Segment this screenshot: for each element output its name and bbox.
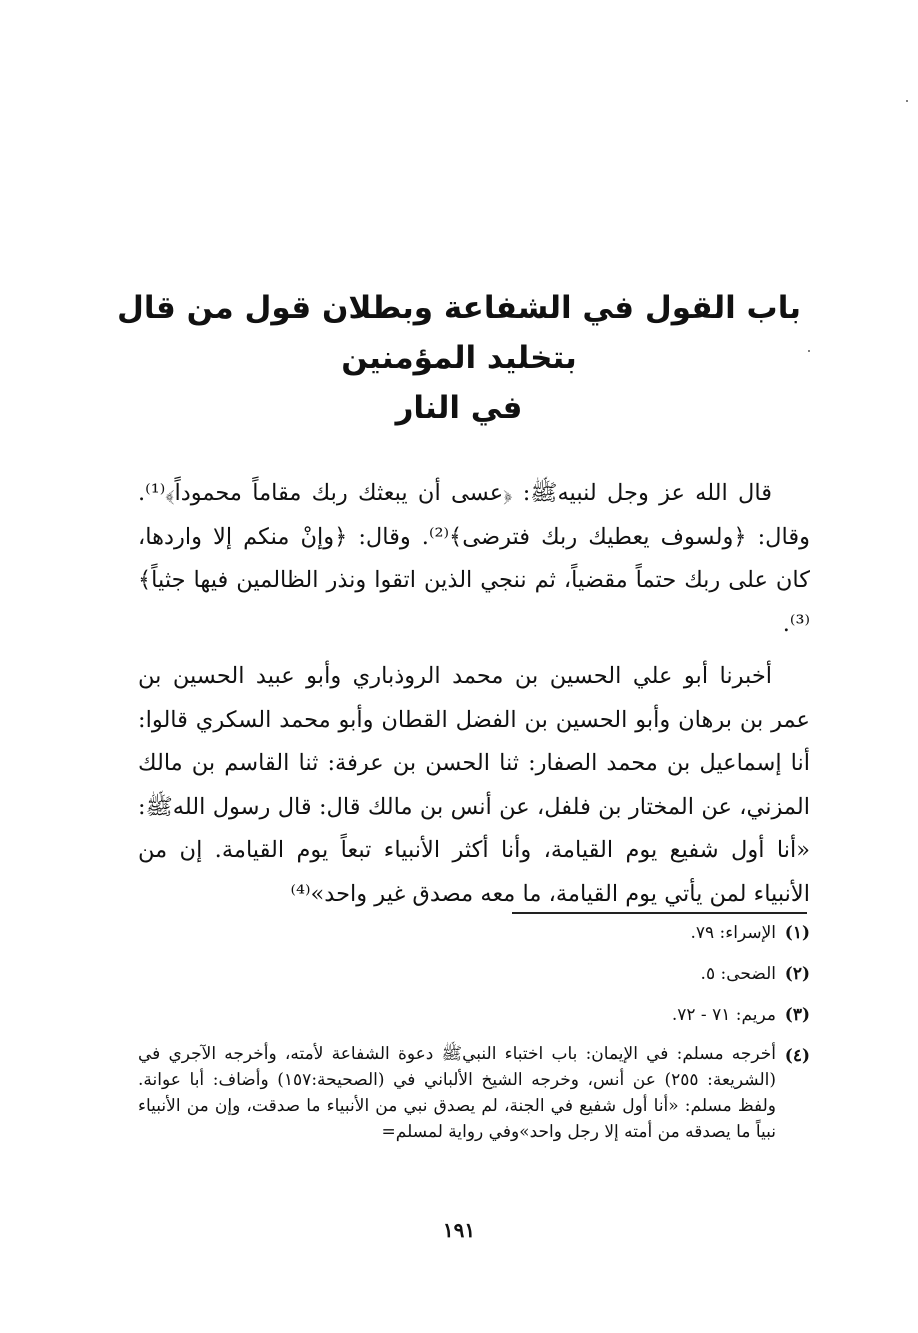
footnote-number: (٢): [784, 964, 810, 984]
scan-speck: [808, 350, 810, 352]
footnote-number: (٣): [784, 1005, 810, 1025]
footnote-3: [138, 1000, 810, 1030]
paragraph-quran-verses: قال الله عز وجل لنبيهﷺ: ﴿عسى أن يبعثك ربك مقاماً محموداً﴾⁽¹⁾. وقال: ﴿ولسوف يعطيك ربك فترضى﴾⁽²⁾. وقال: ﴿وإنْ منكم إلا واردها، كان على ربك حتماً مقضياً، ثم ننجي الذين اتقوا ونذر الظالمين فيها جثياً﴾⁽³⁾.: [138, 480, 810, 637]
footnote-text: مريم: ٧١ - ٧٢.: [671, 1005, 776, 1025]
footnote-2: [138, 959, 810, 989]
paragraph-hadith: أخبرنا أبو علي الحسين بن محمد الروذباري وأبو عبيد الحسين بن عمر بن برهان وأبو الحسين بن الفضل القطان وأبو محمد السكري قالوا: أنا إسماعيل بن محمد الصفار: ثنا الحسن بن عرفة: ثنا القاسم بن مالك المزني، عن المختار بن فلفل، عن أنس بن مالك قال: قال رسول اللهﷺ: «أنا أول شفيع يوم القيامة، وأنا أكثر الأنبياء تبعاً يوم القيامة. إن من الأنبياء لمن يأتي يوم القيامة، ما معه مصدق غير واحد»⁽⁴⁾: [138, 663, 810, 907]
footnote-1: [138, 918, 810, 948]
footnote-text: الإسراء: ٧٩.: [690, 923, 776, 943]
main-text: [138, 472, 810, 916]
chapter-title: [100, 283, 818, 433]
footnote-text: الضحى: ٥.: [700, 964, 776, 984]
scan-speck: [906, 100, 908, 102]
footnote-4: [138, 1041, 810, 1145]
page-number: ١٩١: [442, 1218, 476, 1242]
footnote-divider: [512, 912, 807, 914]
chapter-title-line-1: باب القول في الشفاعة وبطلان قول من قال بتخليد المؤمنين: [117, 290, 801, 376]
chapter-title-line-2: في النار: [395, 390, 523, 426]
footnote-number: (١): [784, 923, 810, 943]
footnotes: [138, 918, 810, 1156]
footnote-number: (٤): [784, 1046, 810, 1066]
footnote-text: أخرجه مسلم: في الإيمان: باب اختباء النبيﷺ دعوة الشفاعة لأمته، وأخرجه الآجري في (الشريعة: ٢٥٥) عن أنس، وخرجه الشيخ الألباني في (الصحيحة:١٥٧) وأضاف: أبا عوانة. ولفظ مسلم: «أنا أول شفيع في الجنة، لم يصدق نبي من الأنبياء ما صدقت، وإن من الأنبياء نبياً ما يصدقه من أمته إلا رجل واحد»وفي رواية لمسلم=: [138, 1044, 776, 1142]
